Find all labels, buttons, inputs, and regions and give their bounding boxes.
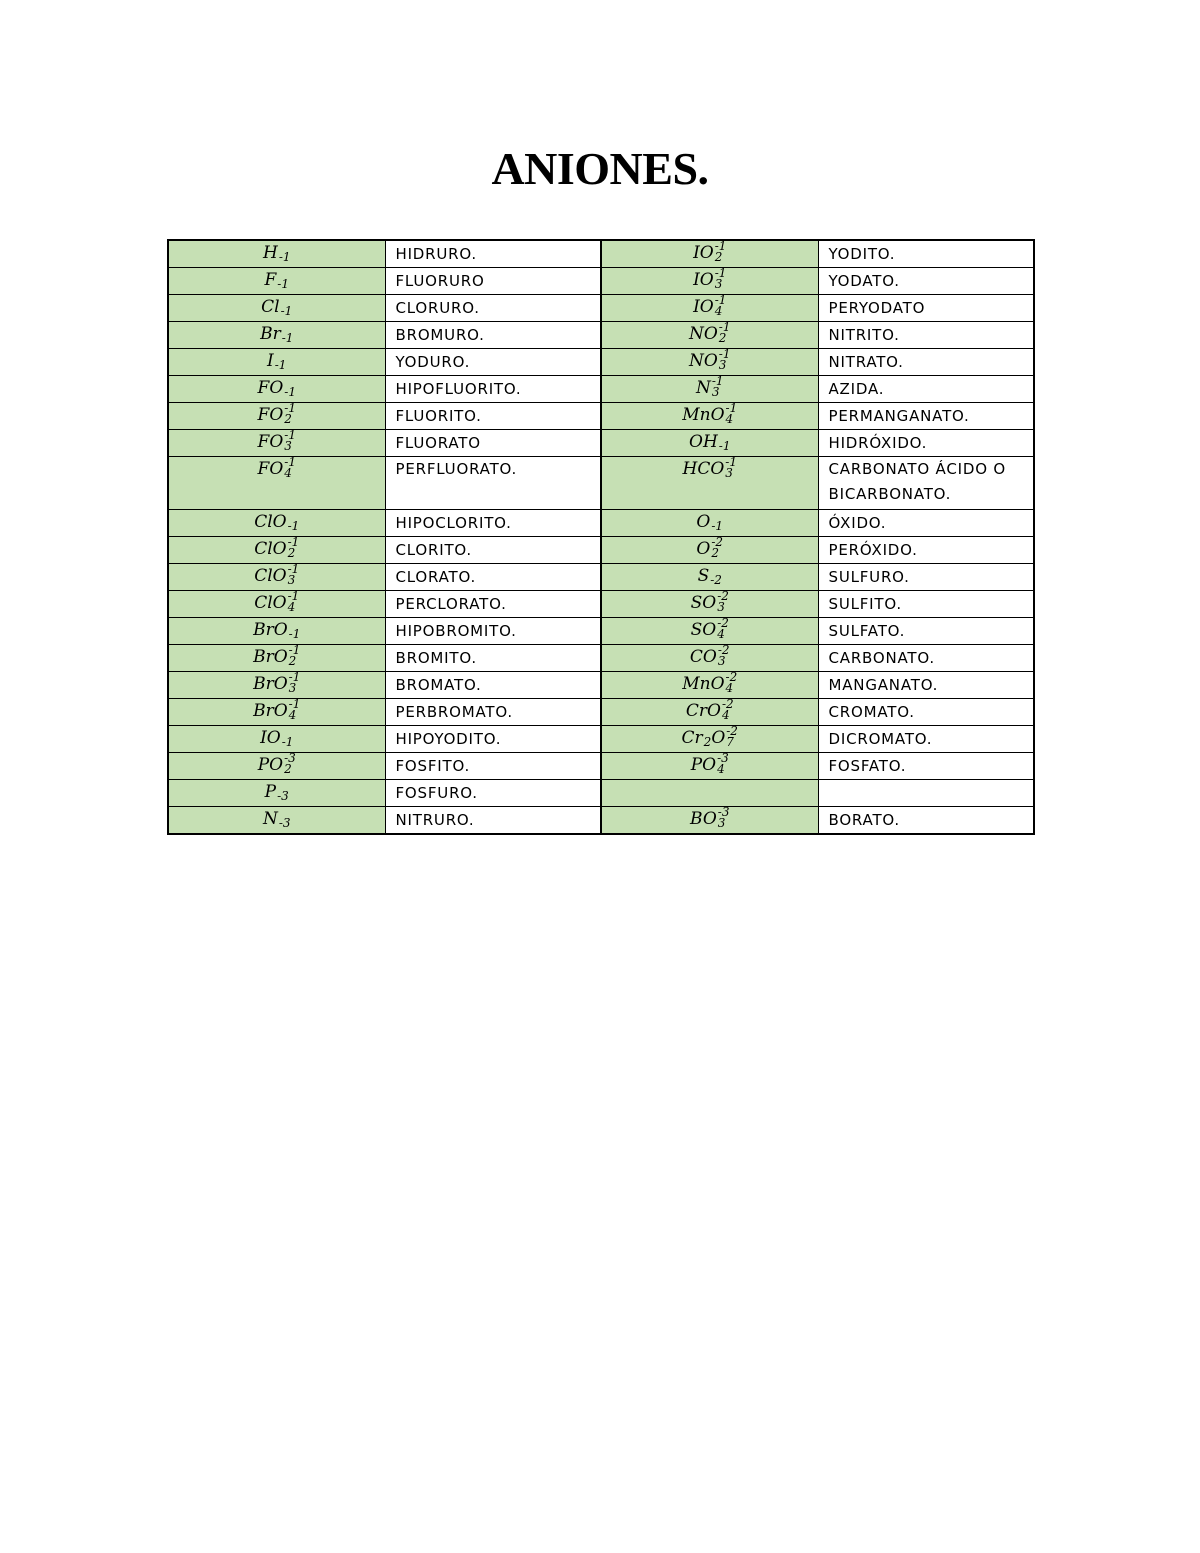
page-title: ANIONES.: [491, 143, 709, 194]
formula-subscript: 4: [717, 627, 725, 641]
anion-formula: [601, 510, 818, 537]
formula-indices: [719, 349, 731, 371]
formula-indices: [289, 618, 301, 640]
formula-charge: -2: [725, 670, 738, 684]
formula-subscript: -1: [711, 519, 724, 533]
formula-indices: [726, 403, 738, 425]
formula-indices: [284, 376, 296, 398]
table-row: [168, 672, 1034, 699]
anion-name: SULFATO.: [818, 618, 1034, 645]
formula-symbol: I: [267, 351, 274, 372]
anion-name: BROMATO.: [385, 672, 601, 699]
formula-charge: -1: [718, 347, 731, 361]
formula-symbol: O: [696, 512, 711, 533]
formula-charge: -2: [717, 643, 730, 657]
formula-symbol: IO: [693, 270, 714, 291]
table-row: [168, 295, 1034, 322]
formula-symbol: MnO: [682, 405, 725, 426]
formula-indices: [275, 349, 287, 371]
anion-formula: [168, 753, 385, 780]
formula-symbol: FO: [257, 432, 284, 453]
formula-indices: [279, 241, 291, 263]
anion-formula: [168, 645, 385, 672]
formula-subscript: 2: [711, 546, 719, 560]
formula-symbol: CO: [689, 647, 717, 668]
formula-symbol: SO: [690, 620, 717, 641]
anion-name: NITRURO.: [385, 807, 601, 835]
anion-name: ÓXIDO.: [818, 510, 1034, 537]
formula-charge: -2: [726, 724, 738, 738]
anion-name: PERCLORATO.: [385, 591, 601, 618]
formula-symbol: BrO: [253, 674, 288, 695]
anion-name: HIPOCLORITO.: [385, 510, 601, 537]
table-row: [168, 699, 1034, 726]
anion-name: HIDRURO.: [385, 240, 601, 268]
table-row: [168, 268, 1034, 295]
table-row: [168, 510, 1034, 537]
formula-subscript: 4: [717, 762, 725, 776]
formula-symbol: O: [696, 539, 711, 560]
anion-name: FOSFURO.: [385, 780, 601, 807]
formula-subscript: 4: [714, 304, 723, 318]
formula-symbol: Br: [260, 324, 281, 345]
anions-table-body: [168, 240, 1034, 834]
anion-name: FOSFITO.: [385, 753, 601, 780]
table-row: [168, 591, 1034, 618]
formula-indices: [711, 537, 723, 559]
anion-formula: [601, 645, 818, 672]
anion-name: FLUORATO: [385, 430, 601, 457]
formula-symbol: PO: [257, 755, 284, 776]
formula-charge: -1: [288, 643, 301, 657]
formula-subscript: 3: [288, 681, 297, 695]
table-row: [168, 240, 1034, 268]
formula-subscript: 2: [718, 331, 727, 345]
formula-symbol: BO: [690, 809, 717, 830]
anions-table: [167, 239, 1035, 835]
anion-name: YODURO.: [385, 349, 601, 376]
formula-charge: -2: [717, 616, 729, 630]
formula-indices: [722, 699, 734, 721]
table-row: [168, 376, 1034, 403]
anion-name: PERBROMATO.: [385, 699, 601, 726]
formula-charge: -1: [287, 562, 300, 576]
formula-symbol: Cl: [261, 297, 280, 318]
anion-formula: [601, 349, 818, 376]
formula-indices: [284, 403, 296, 425]
formula-charge: -1: [287, 589, 300, 603]
formula-subscript: 4: [725, 681, 734, 695]
formula-indices: [717, 753, 729, 775]
table-row: [168, 726, 1034, 753]
formula-symbol: CrO: [685, 701, 721, 722]
anion-formula: [168, 322, 385, 349]
formula-charge: -1: [714, 239, 727, 253]
anion-name: PERMANGANATO.: [818, 403, 1034, 430]
formula-symbol: ClO: [254, 512, 287, 533]
formula-indices: [719, 322, 731, 344]
anion-formula: [168, 510, 385, 537]
formula-indices: [284, 430, 296, 452]
anion-name: PERYODATO: [818, 295, 1034, 322]
formula-charge: -1: [714, 266, 727, 280]
formula-charge: -3: [717, 751, 729, 765]
formula-subscript: 3: [714, 277, 723, 291]
anion-formula: [168, 699, 385, 726]
anion-formula: [601, 780, 818, 807]
anion-formula: [601, 753, 818, 780]
formula-indices: [726, 672, 738, 694]
formula-indices: [277, 268, 289, 290]
formula-indices: [289, 645, 301, 667]
table-row: [168, 753, 1034, 780]
formula-symbol: ClO: [254, 566, 287, 587]
formula-charge: -2: [721, 697, 734, 711]
anion-name: NITRATO.: [818, 349, 1034, 376]
formula-indices: [725, 457, 737, 479]
formula-subscript: -1: [277, 277, 289, 291]
anion-formula: [601, 322, 818, 349]
formula-symbol: HCO: [682, 459, 725, 480]
formula-subscript: -1: [718, 439, 731, 453]
anion-name: CROMATO.: [818, 699, 1034, 726]
anion-name: FLUORITO.: [385, 403, 601, 430]
anion-name: FOSFATO.: [818, 753, 1034, 780]
formula-subscript: 2: [284, 412, 292, 426]
formula-indices: [711, 510, 723, 532]
anion-name: YODITO.: [818, 240, 1034, 268]
formula-indices: [710, 564, 722, 586]
table-row: [168, 780, 1034, 807]
anion-formula: [168, 807, 385, 835]
anion-formula: [601, 295, 818, 322]
formula-indices: [718, 645, 730, 667]
anion-formula: [168, 403, 385, 430]
anion-formula: [601, 537, 818, 564]
anion-name: HIPOYODITO.: [385, 726, 601, 753]
formula-subscript: 3: [717, 600, 725, 614]
formula-subscript: -3: [277, 789, 289, 803]
table-row: [168, 349, 1034, 376]
formula-subscript: 3: [284, 439, 292, 453]
formula-symbol: O: [711, 728, 726, 749]
formula-symbol: NO: [688, 324, 718, 345]
formula-charge: -1: [718, 320, 731, 334]
anion-name: SULFURO.: [818, 564, 1034, 591]
formula-subscript: -1: [284, 385, 296, 399]
formula-subscript: 3: [718, 358, 727, 372]
formula-charge: -1: [725, 401, 738, 415]
formula-symbol: FO: [257, 459, 284, 480]
anion-formula: [168, 780, 385, 807]
anion-name: BROMURO.: [385, 322, 601, 349]
formula-indices: [726, 726, 738, 748]
formula-symbol: S: [697, 566, 710, 587]
anion-name: YODATO.: [818, 268, 1034, 295]
anion-formula: [168, 591, 385, 618]
formula-subscript: 4: [725, 412, 734, 426]
anion-formula: [601, 564, 818, 591]
anion-formula: [168, 268, 385, 295]
formula-charge: -1: [284, 401, 296, 415]
anion-formula: [601, 457, 818, 510]
formula-charge: -2: [711, 535, 724, 549]
formula-indices: [712, 376, 724, 398]
anion-name: BORATO.: [818, 807, 1034, 835]
formula-subscript: -2: [710, 573, 722, 587]
anion-name: HIPOFLUORITO.: [385, 376, 601, 403]
formula-charge: -1: [284, 455, 296, 469]
table-row: [168, 618, 1034, 645]
anion-name: SULFITO.: [818, 591, 1034, 618]
formula-symbol: IO: [693, 243, 714, 264]
formula-subscript: 3: [717, 816, 726, 830]
formula-charge: -1: [714, 293, 727, 307]
table-row: [168, 537, 1034, 564]
anion-formula: [601, 672, 818, 699]
formula-symbol: P: [264, 782, 277, 803]
formula-charge: -1: [288, 670, 301, 684]
formula-subscript: 3: [725, 466, 733, 480]
formula-subscript: -1: [278, 250, 291, 264]
formula-symbol: MnO: [682, 674, 725, 695]
formula-charge: -1: [725, 455, 737, 469]
anion-formula: [168, 726, 385, 753]
formula-charge: -3: [717, 805, 730, 819]
formula-symbol: BrO: [253, 620, 288, 641]
formula-indices: [718, 807, 730, 829]
formula-symbol: N: [695, 378, 711, 399]
anion-formula: [601, 430, 818, 457]
formula-indices: [288, 564, 300, 586]
table-row: [168, 807, 1034, 835]
formula-charge: -2: [717, 589, 729, 603]
formula-indices: [719, 430, 731, 452]
formula-indices: [277, 780, 289, 802]
formula-subscript: 2: [287, 546, 296, 560]
formula-symbol: F: [264, 270, 277, 291]
anion-name: MANGANATO.: [818, 672, 1034, 699]
anion-name: CLORATO.: [385, 564, 601, 591]
formula-symbol: Cr: [681, 728, 703, 749]
formula-subscript: 3: [711, 385, 720, 399]
anion-formula: [168, 537, 385, 564]
formula-indices: [715, 268, 727, 290]
table-row: [168, 457, 1034, 510]
formula-indices: [282, 322, 294, 344]
formula-indices: [279, 807, 291, 829]
formula-subscript: -3: [278, 816, 291, 830]
formula-symbol: SO: [690, 593, 717, 614]
anion-name: AZIDA.: [818, 376, 1034, 403]
formula-indices: [715, 295, 727, 317]
formula-subscript: 7: [726, 735, 734, 749]
table-row: [168, 645, 1034, 672]
formula-symbol: ClO: [254, 539, 287, 560]
anion-name: CARBONATO.: [818, 645, 1034, 672]
anion-formula: [601, 591, 818, 618]
formula-subscript: -1: [287, 519, 300, 533]
formula-symbol: H: [262, 243, 278, 264]
formula-charge: -3: [284, 751, 296, 765]
formula-symbol: PO: [690, 755, 717, 776]
formula-indices: [288, 537, 300, 559]
formula-symbol: N: [262, 809, 278, 830]
formula-subscript: -1: [288, 627, 301, 641]
formula-indices: [717, 591, 729, 613]
formula-indices: [284, 753, 296, 775]
anion-name: CARBONATO ÁCIDO O BICARBONATO.: [818, 457, 1034, 510]
formula-subscript: 4: [721, 708, 730, 722]
anion-formula: [168, 618, 385, 645]
formula-subscript: 2: [284, 762, 292, 776]
anion-formula: [168, 376, 385, 403]
anion-formula: [168, 349, 385, 376]
table-row: [168, 430, 1034, 457]
formula-indices: [284, 457, 296, 479]
anion-name: CLORITO.: [385, 537, 601, 564]
table-row: [168, 322, 1034, 349]
anion-formula: [168, 430, 385, 457]
anion-formula: [601, 618, 818, 645]
formula-indices: [289, 672, 301, 694]
formula-charge: -1: [284, 428, 296, 442]
formula-subscript: 2: [714, 250, 723, 264]
formula-symbol: BrO: [253, 647, 288, 668]
anion-name: FLUORURO: [385, 268, 601, 295]
formula-symbol: IO: [693, 297, 714, 318]
anion-formula: [601, 403, 818, 430]
formula-subscript: 2: [703, 735, 712, 749]
formula-symbol: IO: [260, 728, 281, 749]
anion-name: PERFLUORATO.: [385, 457, 601, 510]
formula-indices: [717, 618, 729, 640]
formula-symbol: FO: [257, 405, 284, 426]
anion-formula: [601, 807, 818, 835]
formula-indices: [288, 591, 300, 613]
formula-indices: [281, 295, 293, 317]
formula-symbol: ClO: [254, 593, 287, 614]
formula-charge: -1: [288, 697, 301, 711]
anion-name: HIPOBROMITO.: [385, 618, 601, 645]
anion-name: NITRITO.: [818, 322, 1034, 349]
formula-subscript: 3: [287, 573, 296, 587]
formula-symbol: BrO: [253, 701, 288, 722]
formula-indices: [282, 726, 294, 748]
anion-name: HIDRÓXIDO.: [818, 430, 1034, 457]
anion-formula: [601, 699, 818, 726]
anion-name: BROMITO.: [385, 645, 601, 672]
formula-indices: [288, 510, 300, 532]
formula-subscript: -1: [281, 331, 294, 345]
formula-indices: [715, 241, 727, 263]
formula-subscript: 3: [717, 654, 726, 668]
table-row: [168, 564, 1034, 591]
formula-subscript: 4: [284, 466, 292, 480]
anion-formula: [168, 672, 385, 699]
formula-indices: [289, 699, 301, 721]
anion-formula: [168, 240, 385, 268]
anion-formula: [601, 268, 818, 295]
formula-charge: -1: [287, 535, 300, 549]
anion-name: PERÓXIDO.: [818, 537, 1034, 564]
formula-subscript: 4: [287, 600, 296, 614]
anion-formula: [601, 376, 818, 403]
formula-charge: -1: [711, 374, 724, 388]
formula-symbol: FO: [257, 378, 284, 399]
anion-formula: [601, 240, 818, 268]
formula-subscript: -1: [281, 735, 294, 749]
anion-name: CLORURO.: [385, 295, 601, 322]
anion-formula: [168, 457, 385, 510]
formula-symbol: NO: [688, 351, 718, 372]
anion-formula: [168, 295, 385, 322]
formula-subscript: -1: [280, 304, 293, 318]
anion-formula: [168, 564, 385, 591]
anion-name: [818, 780, 1034, 807]
anion-formula: [601, 726, 818, 753]
formula-symbol: OH: [689, 432, 718, 453]
anion-name: DICROMATO.: [818, 726, 1034, 753]
formula-subscript: 2: [288, 654, 297, 668]
table-row: [168, 403, 1034, 430]
formula-subscript: -1: [274, 358, 287, 372]
formula-subscript: 4: [288, 708, 297, 722]
